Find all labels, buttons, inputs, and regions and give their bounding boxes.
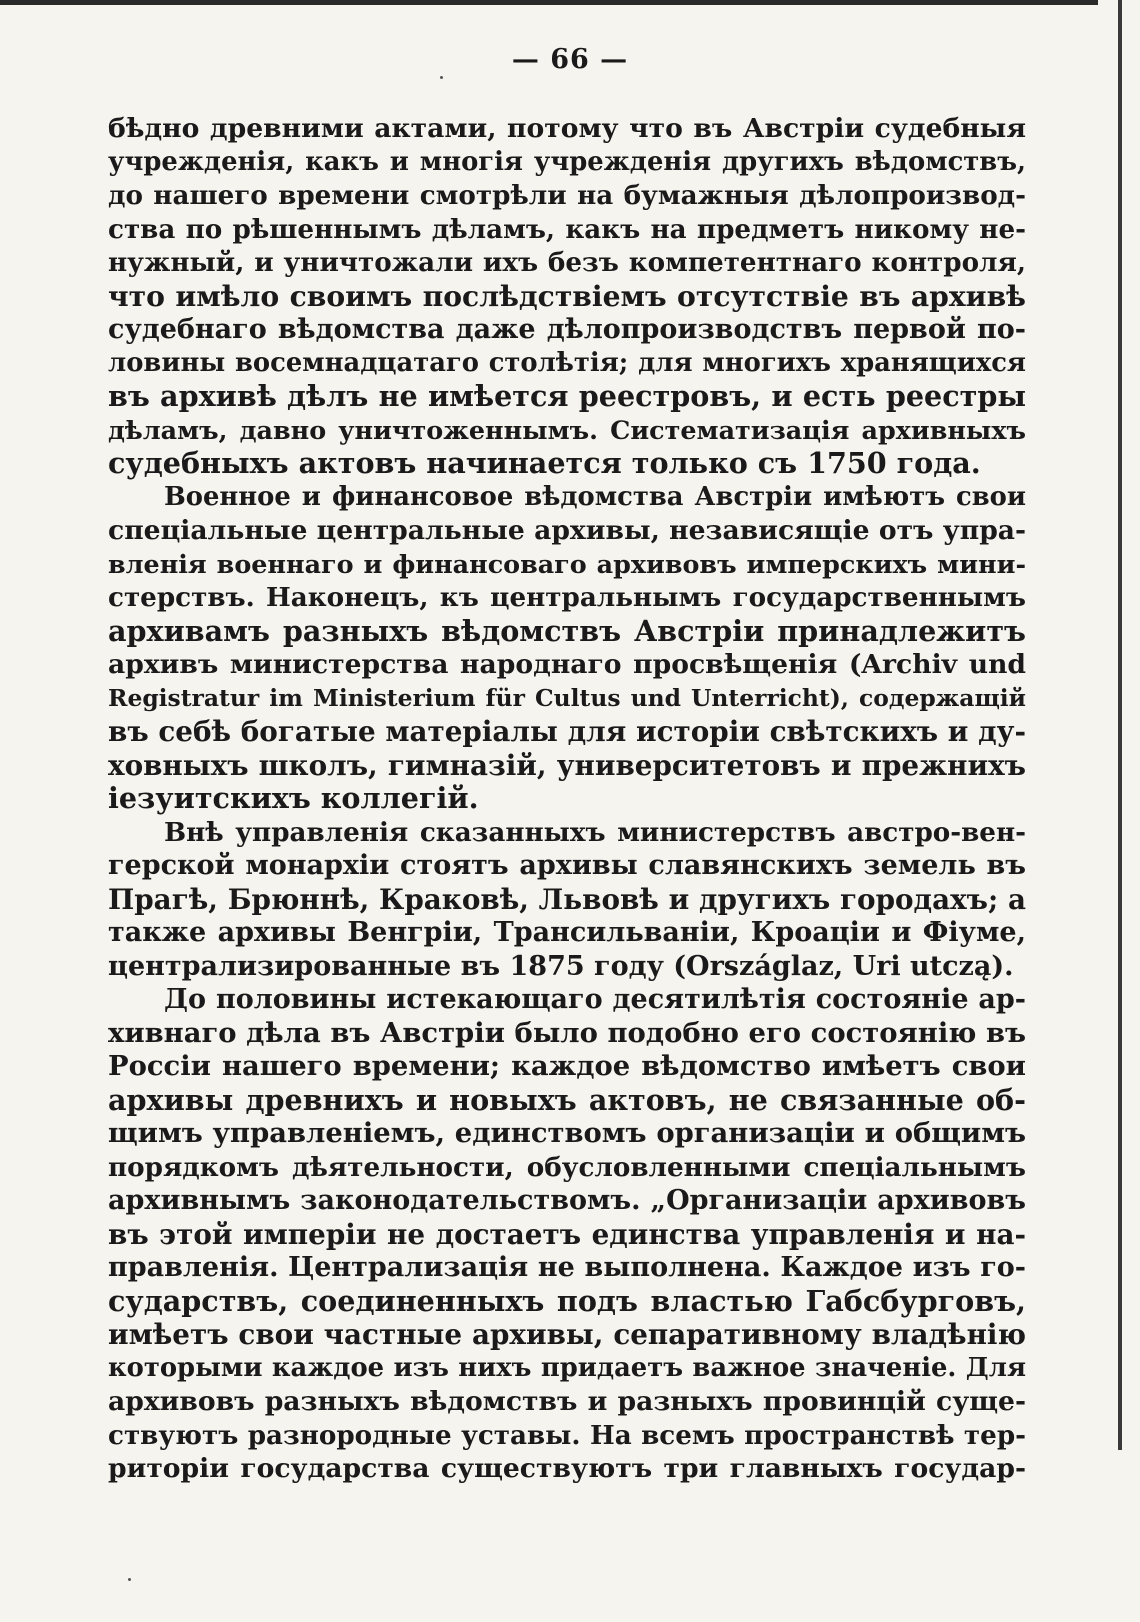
text-line: порядкомъ дѣятельности, обусловленными спеціальнымъ [108, 1151, 1026, 1183]
text-line: которыми каждое изъ нихъ придаетъ важное значеніе. Для [108, 1352, 1026, 1383]
text-line: хивнаго дѣла въ Австріи было подобно его состоянію въ [108, 1016, 1026, 1049]
text-line: Прагѣ, Брюннѣ, Краковѣ, Львовѣ и другихъ городахъ; а [108, 882, 1026, 916]
text-line: архивовъ разныхъ вѣдомствъ и разныхъ провинцій суще- [108, 1386, 1026, 1417]
text-line: что имѣло своимъ послѣдствіемъ отсутствіе въ архивѣ [108, 279, 1026, 313]
text-line: учрежденія, какъ и многія учрежденія другихъ вѣдомствъ, [108, 146, 1026, 177]
text-line: щимъ управленіемъ, единствомъ организаціи и общимъ [108, 1117, 1026, 1149]
text-line: въ себѣ богатые матеріалы для исторіи свѣтскихъ и ду- [108, 715, 1026, 748]
page-number: — 66 — [511, 44, 629, 75]
paper-speck [440, 76, 443, 79]
text-line: архивнымъ законодательствомъ. „Организаціи архивовъ [108, 1185, 1026, 1216]
text-line: ствуютъ разнородные уставы. На всемъ пространствѣ тер- [108, 1419, 1026, 1451]
text-line: Внѣ управленія сказанныхъ министерствъ австро-вен- [164, 816, 1026, 848]
text-line: архивамъ разныхъ вѣдомствъ Австріи принадлежитъ [108, 614, 1026, 648]
text-line: архивы древнихъ и новыхъ актовъ, не связанные об- [108, 1083, 1026, 1117]
text-line: въ этой имперіи не достаетъ единства управленія и на- [108, 1217, 1026, 1251]
text-line: Военное и финансовое вѣдомства Австріи имѣютъ свои [164, 481, 1026, 512]
paper-speck [128, 1578, 131, 1581]
text-line: ловины восемнадцатаго столѣтія; для многихъ хранящихся [108, 347, 1026, 378]
text-line: нужный, и уничтожали ихъ безъ компетентнаго контроля, [108, 247, 1026, 278]
text-line: До половины истекающаго десятилѣтія состояніе ар- [164, 984, 1026, 1015]
text-line: также архивы Венгріи, Трансильваніи, Кроаціи и Фіуме, [108, 917, 1026, 948]
body-text [108, 112, 1026, 1486]
page-edge-shadow [1118, 0, 1122, 1450]
text-line: ховныхъ школъ, гимназій, университетовъ и прежнихъ [108, 748, 1026, 782]
text-line: стерствъ. Наконецъ, къ центральнымъ государственнымъ [108, 582, 1026, 613]
text-line: правленія. Централизація не выполнена. Каждое изъ го- [108, 1252, 1026, 1283]
text-line: въ архивѣ дѣлъ не имѣется реестровъ, и есть реестры [108, 380, 1026, 413]
text-line: бѣдно древними актами, потому что въ Австріи судебныя [108, 113, 1026, 144]
text-line: Registratur im Ministerium für Cultus und Unterricht), содержащій [108, 683, 1026, 712]
text-line: риторіи государства существуютъ три главныхъ государ- [108, 1453, 1026, 1484]
text-line: ства по рѣшеннымъ дѣламъ, какъ на предметъ никому не- [108, 213, 1026, 245]
text-line: до нашего времени смотрѣли на бумажныя дѣлопроизвод- [108, 180, 1026, 211]
text-line: вленія военнаго и финансоваго архивовъ имперскихъ мини- [108, 548, 1026, 579]
text-line: спеціальные центральные архивы, независящіе отъ упра- [108, 515, 1026, 546]
text-line: дѣламъ, давно уничтоженнымъ. Систематизація архивныхъ [108, 414, 1026, 445]
text-line: централизированные въ 1875 году (Országlaz, Uri utczą). [108, 950, 1014, 982]
text-line: имѣетъ свои частные архивы, сепаративному владѣнію [108, 1318, 1026, 1351]
text-line: іезуитскихъ коллегій. [108, 782, 479, 815]
text-line: сударствъ, соединенныхъ подъ властью Габсбурговъ, [108, 1284, 1026, 1318]
text-line: архивъ министерства народнаго просвѣщенія (Archiv und [108, 649, 1026, 680]
top-border-rule [0, 0, 1098, 5]
text-line: судебныхъ актовъ начинается только съ 1750 года. [108, 447, 981, 480]
text-line: герской монархіи стоятъ архивы славянскихъ земель въ [108, 850, 1026, 881]
text-line: Россіи нашего времени; каждое вѣдомство имѣетъ свои [108, 1050, 1026, 1082]
text-line: судебнаго вѣдомства даже дѣлопроизводствъ первой по- [108, 314, 1026, 345]
